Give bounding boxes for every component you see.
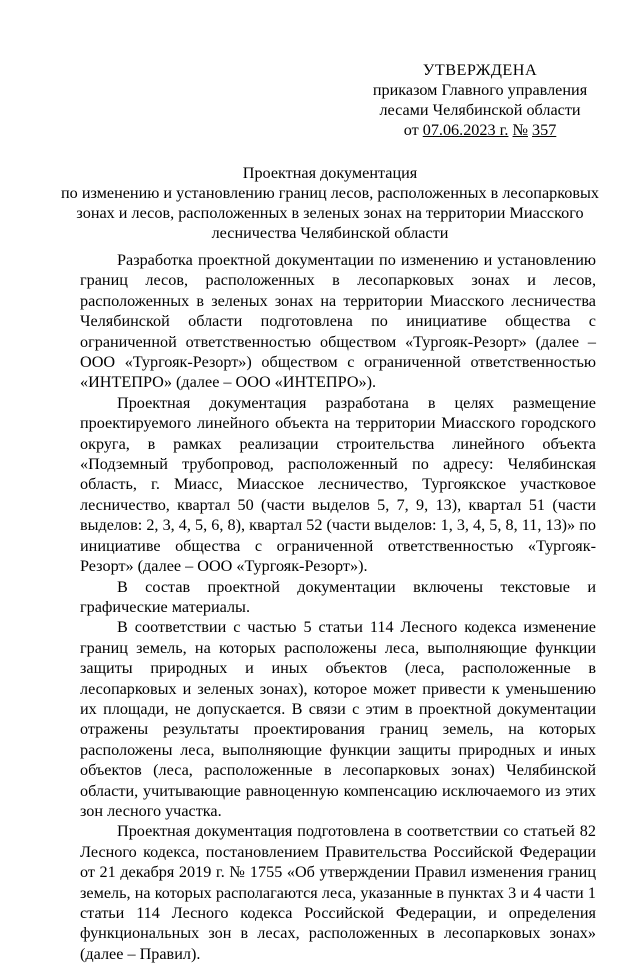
- document-title-line-2: по изменению и установлению границ лесов, расположенных в лесопарковых: [61, 184, 599, 202]
- approval-line-2: лесами Челябинской области: [379, 101, 581, 119]
- approval-number-sign: №: [512, 121, 528, 139]
- document-title: [60, 163, 600, 243]
- approval-number: 357: [532, 121, 557, 139]
- approval-date-line: [360, 120, 600, 140]
- paragraph: Проектная документация разработана в целях размещение проектируемого линейного объекта на территории Миасского городского округа, в рамках реализации строительства линейного объекта «Подземный трубопровод, расположенный по адресу: Челябинская область, г. Миасс, Миасское лесничество, Тургоякское участковое лесничество, квартал 50 (части выделов 5, 7, 9, 13), квартал 51 (части выделов: 2, 3, 4, 5, 6, 8), квартал 52 (части выделов: 1, 3, 4, 5, 8, 11, 13)» по инициативе общества с ограниченной ответственностью «Тургояк-Резорт» (далее – ООО «Тургояк-Резорт»).: [80, 393, 596, 576]
- paragraph: Проектная документация подготовлена в соответствии со статьей 82 Лесного кодекса, постановлением Правительства Российской Федерации от 21 декабря 2019 г. № 1755 «Об утверждении Правил изменения границ земель, на которых располагаются леса, указанные в пунктах 3 и 4 части 1 статьи 114 Лесного кодекса Российской Федерации, и определения функциональных зон в лесах, расположенных в лесопарковых зонах» (далее – Правил).: [80, 822, 596, 963]
- document-body: [80, 250, 596, 964]
- approval-line-1: приказом Главного управления: [372, 81, 588, 99]
- approval-title: УТВЕРЖДЕНА: [422, 61, 538, 79]
- approval-stamp: [360, 60, 600, 140]
- approval-date: 07.06.2023 г.: [422, 121, 509, 139]
- paragraph: В состав проектной документации включены текстовые и графические материалы.: [80, 577, 596, 616]
- paragraph: В соответствии с частью 5 статьи 114 Лесного кодекса изменение границ земель, на которых расположены леса, выполняющие функции защиты природных и иных объектов (леса, расположенные в лесопарковых и зеленых зонах), которое может привести к уменьшению их площади, не допускается. В связи с этим в проектной документации отражены результаты проектирования границ земель, на которых расположены леса, выполняющие функции защиты природных и иных объектов (леса, расположенные в лесопарковых зонах) Челябинской области, учитывающие равноценную компенсацию исключаемого из этих зон лесного участка.: [80, 618, 596, 820]
- document-title-line-4: лесничества Челябинской области: [211, 224, 449, 242]
- document-title-line-3: зонах и лесов, расположенных в зеленых зонах на территории Миасского: [76, 204, 584, 222]
- approval-date-prefix: от: [403, 121, 419, 139]
- document-title-line-1: Проектная документация: [242, 164, 418, 182]
- paragraph: Разработка проектной документации по изменению и установлению границ лесов, расположенных в лесопарковых зонах и лесов, расположенных в зеленых зонах на территории Миасского лесничества Челябинской области подготовлена по инициативе общества с ограниченной ответственностью обществом «Тургояк-Резорт» (далее – ООО «Тургояк-Резорт») обществом с ограниченной ответственностью «ИНТЕПРО» (далее – ООО «ИНТЕПРО»).: [80, 251, 596, 392]
